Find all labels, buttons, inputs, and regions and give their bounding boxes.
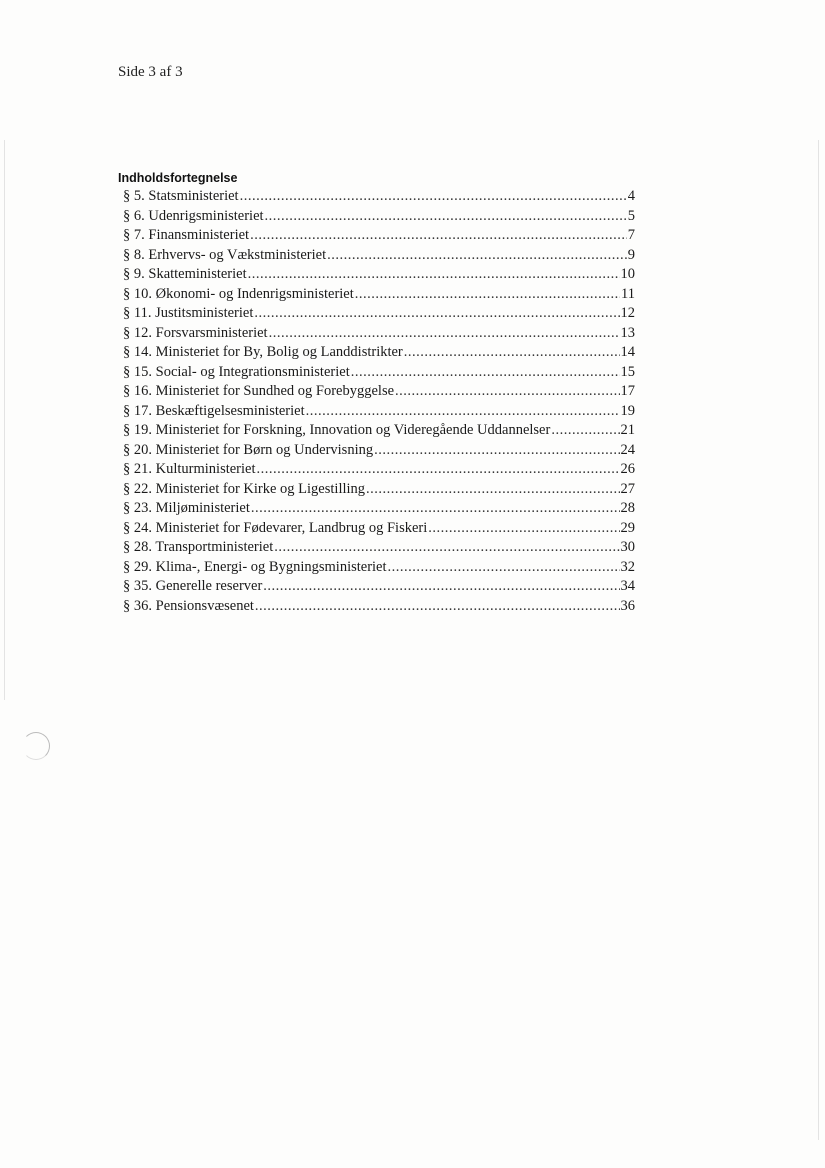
toc-entry[interactable] — [123, 402, 635, 422]
toc-entry-page: 24 — [620, 441, 635, 458]
toc-entry[interactable] — [123, 343, 635, 363]
toc-dot-leader — [274, 538, 619, 558]
toc-entry[interactable] — [123, 460, 635, 480]
toc-entry-page: 14 — [620, 344, 635, 360]
toc-entry[interactable] — [123, 519, 635, 539]
toc-entry-label: § 11. Justitsministeriet — [123, 305, 254, 321]
punch-hole-mark — [22, 732, 50, 760]
toc-dot-leader — [351, 363, 620, 383]
toc-entry-label: § 36. Pensionsvæsenet — [123, 597, 254, 614]
toc-dot-leader — [551, 421, 619, 441]
toc-entry-page: 19 — [620, 402, 635, 419]
toc-entry-label: § 35. Generelle reserver — [123, 578, 263, 594]
toc-entry-page: 36 — [620, 597, 635, 614]
toc-entry-page: 21 — [620, 422, 635, 438]
toc-entry-label: § 28. Transportministeriet — [123, 539, 274, 555]
toc-entry-label: § 8. Erhvervs- og Vækstministeriet — [123, 246, 327, 263]
toc-entry[interactable] — [123, 304, 635, 324]
toc-entry-page: 9 — [627, 246, 635, 263]
toc-dot-leader — [255, 597, 620, 617]
toc-entry-label: § 16. Ministeriet for Sundhed og Forebyggelse — [123, 383, 395, 399]
toc-entry-page: 32 — [620, 558, 635, 575]
toc-dot-leader — [250, 226, 627, 246]
toc-dot-leader — [395, 382, 619, 402]
scan-edge-left — [4, 140, 5, 700]
toc-entry-page: 4 — [627, 188, 635, 204]
toc-dot-leader — [327, 246, 627, 266]
toc-entry-page: 10 — [620, 266, 635, 282]
toc-entry[interactable] — [123, 207, 635, 227]
toc-entry-label: § 6. Udenrigsministeriet — [123, 207, 264, 224]
toc-dot-leader — [248, 265, 620, 285]
toc-entry-label: § 29. Klima-, Energi- og Bygningsministeriet — [123, 558, 387, 575]
toc-entry[interactable] — [123, 597, 635, 617]
toc-entry-label: § 24. Ministeriet for Fødevarer, Landbrug og Fiskeri — [123, 519, 428, 536]
toc-dot-leader — [306, 402, 620, 422]
toc-dot-leader — [428, 519, 619, 539]
toc-entry[interactable] — [123, 246, 635, 266]
toc-entry-page: 27 — [620, 480, 635, 497]
toc-dot-leader — [404, 343, 620, 363]
page-number: Side 3 af 3 — [118, 64, 183, 80]
toc-entry[interactable] — [123, 441, 635, 461]
toc-dot-leader — [257, 460, 620, 480]
toc-dot-leader — [269, 324, 620, 344]
toc-dot-leader — [263, 577, 619, 597]
toc-entry-label: § 5. Statsministeriet — [123, 188, 239, 204]
toc-entry[interactable] — [123, 363, 635, 383]
toc-entry-label: § 19. Ministeriet for Forskning, Innovation og Videregående Uddannelser — [123, 422, 551, 438]
toc-entry-label: § 12. Forsvarsministeriet — [123, 324, 268, 341]
toc-entry-label: § 14. Ministeriet for By, Bolig og Landdistrikter — [123, 344, 403, 360]
toc-dot-leader — [388, 558, 620, 578]
toc-entry-page: 11 — [621, 285, 635, 302]
toc-entry-label: § 23. Miljøministeriet — [123, 500, 250, 516]
toc-entry-label: § 20. Ministeriet for Børn og Undervisning — [123, 441, 374, 458]
toc-entry-label: § 10. Økonomi- og Indenrigsministeriet — [123, 285, 354, 302]
toc-entry[interactable] — [123, 187, 635, 207]
toc-entry[interactable] — [123, 324, 635, 344]
toc-entry-label: § 21. Kulturministeriet — [123, 461, 256, 477]
toc-entry-label: § 22. Ministeriet for Kirke og Ligestilling — [123, 480, 366, 497]
scan-edge-right — [818, 140, 819, 1140]
toc-entry[interactable] — [123, 285, 635, 305]
toc-dot-leader — [374, 441, 619, 461]
toc-entry-page: 28 — [620, 500, 635, 516]
toc-entry-page: 5 — [627, 207, 635, 224]
toc-entry-label: § 15. Social- og Integrationsministeriet — [123, 363, 350, 380]
table-of-contents — [123, 187, 635, 616]
toc-entry-page: 26 — [620, 461, 635, 477]
toc-entry-page: 17 — [620, 383, 635, 399]
toc-entry-page: 12 — [620, 305, 635, 321]
toc-entry[interactable] — [123, 480, 635, 500]
toc-entry[interactable] — [123, 265, 635, 285]
toc-dot-leader — [366, 480, 619, 500]
toc-entry[interactable] — [123, 226, 635, 246]
toc-dot-leader — [265, 207, 627, 227]
toc-entry-page: 29 — [620, 519, 635, 536]
toc-dot-leader — [355, 285, 620, 305]
toc-entry[interactable] — [123, 499, 635, 519]
toc-entry[interactable] — [123, 382, 635, 402]
toc-title: Indholdsfortegnelse — [118, 171, 238, 185]
toc-entry[interactable] — [123, 558, 635, 578]
toc-entry-page: 30 — [620, 539, 635, 555]
toc-entry-page: 7 — [627, 227, 635, 243]
toc-entry-page: 34 — [620, 578, 635, 594]
toc-entry-label: § 17. Beskæftigelsesministeriet — [123, 402, 305, 419]
toc-dot-leader — [254, 304, 619, 324]
toc-entry-page: 13 — [620, 324, 635, 341]
toc-entry-page: 15 — [620, 363, 635, 380]
toc-dot-leader — [251, 499, 620, 519]
toc-entry[interactable] — [123, 421, 635, 441]
toc-entry[interactable] — [123, 538, 635, 558]
toc-entry[interactable] — [123, 577, 635, 597]
toc-entry-label: § 9. Skatteministeriet — [123, 266, 247, 282]
toc-dot-leader — [240, 187, 627, 207]
toc-entry-label: § 7. Finansministeriet — [123, 227, 250, 243]
